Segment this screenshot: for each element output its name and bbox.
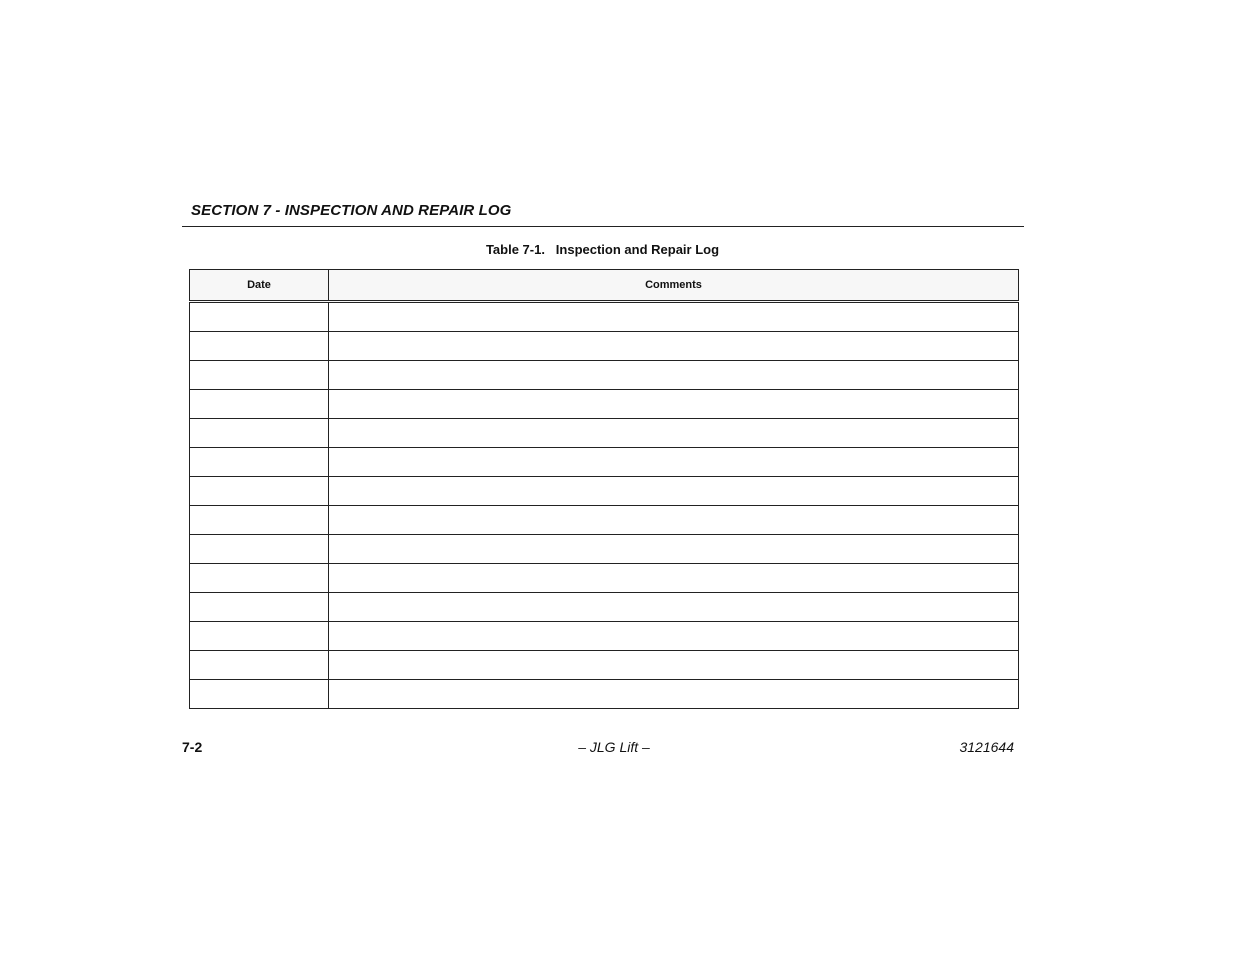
cell-comments [329, 593, 1019, 622]
cell-date [190, 506, 329, 535]
table-row [190, 361, 1019, 390]
cell-comments [329, 448, 1019, 477]
table-row [190, 651, 1019, 680]
table-row [190, 680, 1019, 709]
cell-date [190, 332, 329, 361]
document-number: 3121644 [959, 739, 1014, 755]
cell-date [190, 564, 329, 593]
cell-date [190, 390, 329, 419]
table-row [190, 622, 1019, 651]
cell-comments [329, 564, 1019, 593]
table-row [190, 419, 1019, 448]
cell-comments [329, 419, 1019, 448]
cell-comments [329, 477, 1019, 506]
table-row [190, 477, 1019, 506]
table-row [190, 332, 1019, 361]
table-row [190, 593, 1019, 622]
cell-comments [329, 622, 1019, 651]
cell-date [190, 651, 329, 680]
table-row [190, 302, 1019, 332]
page-number: 7-2 [182, 739, 203, 755]
column-header-comments: Comments [329, 270, 1019, 302]
cell-comments [329, 332, 1019, 361]
cell-date [190, 361, 329, 390]
footer-title: – JLG Lift – [578, 739, 650, 755]
table-header-row [190, 270, 1019, 302]
cell-date [190, 593, 329, 622]
cell-comments [329, 535, 1019, 564]
cell-date [190, 419, 329, 448]
column-header-date: Date [190, 270, 329, 302]
cell-date [190, 477, 329, 506]
table-caption: Table 7-1. Inspection and Repair Log [485, 242, 720, 257]
cell-date [190, 448, 329, 477]
cell-comments [329, 506, 1019, 535]
section-title: SECTION 7 - INSPECTION AND REPAIR LOG [191, 202, 512, 219]
cell-comments [329, 680, 1019, 709]
cell-comments [329, 361, 1019, 390]
inspection-repair-log-table [189, 269, 1019, 709]
table-row [190, 564, 1019, 593]
cell-date [190, 622, 329, 651]
table-row [190, 535, 1019, 564]
cell-date [190, 680, 329, 709]
header-divider [182, 226, 1024, 227]
cell-comments [329, 390, 1019, 419]
cell-comments [329, 302, 1019, 332]
table-row [190, 506, 1019, 535]
table-row [190, 390, 1019, 419]
cell-date [190, 302, 329, 332]
table-row [190, 448, 1019, 477]
cell-date [190, 535, 329, 564]
table-body [190, 302, 1019, 709]
cell-comments [329, 651, 1019, 680]
